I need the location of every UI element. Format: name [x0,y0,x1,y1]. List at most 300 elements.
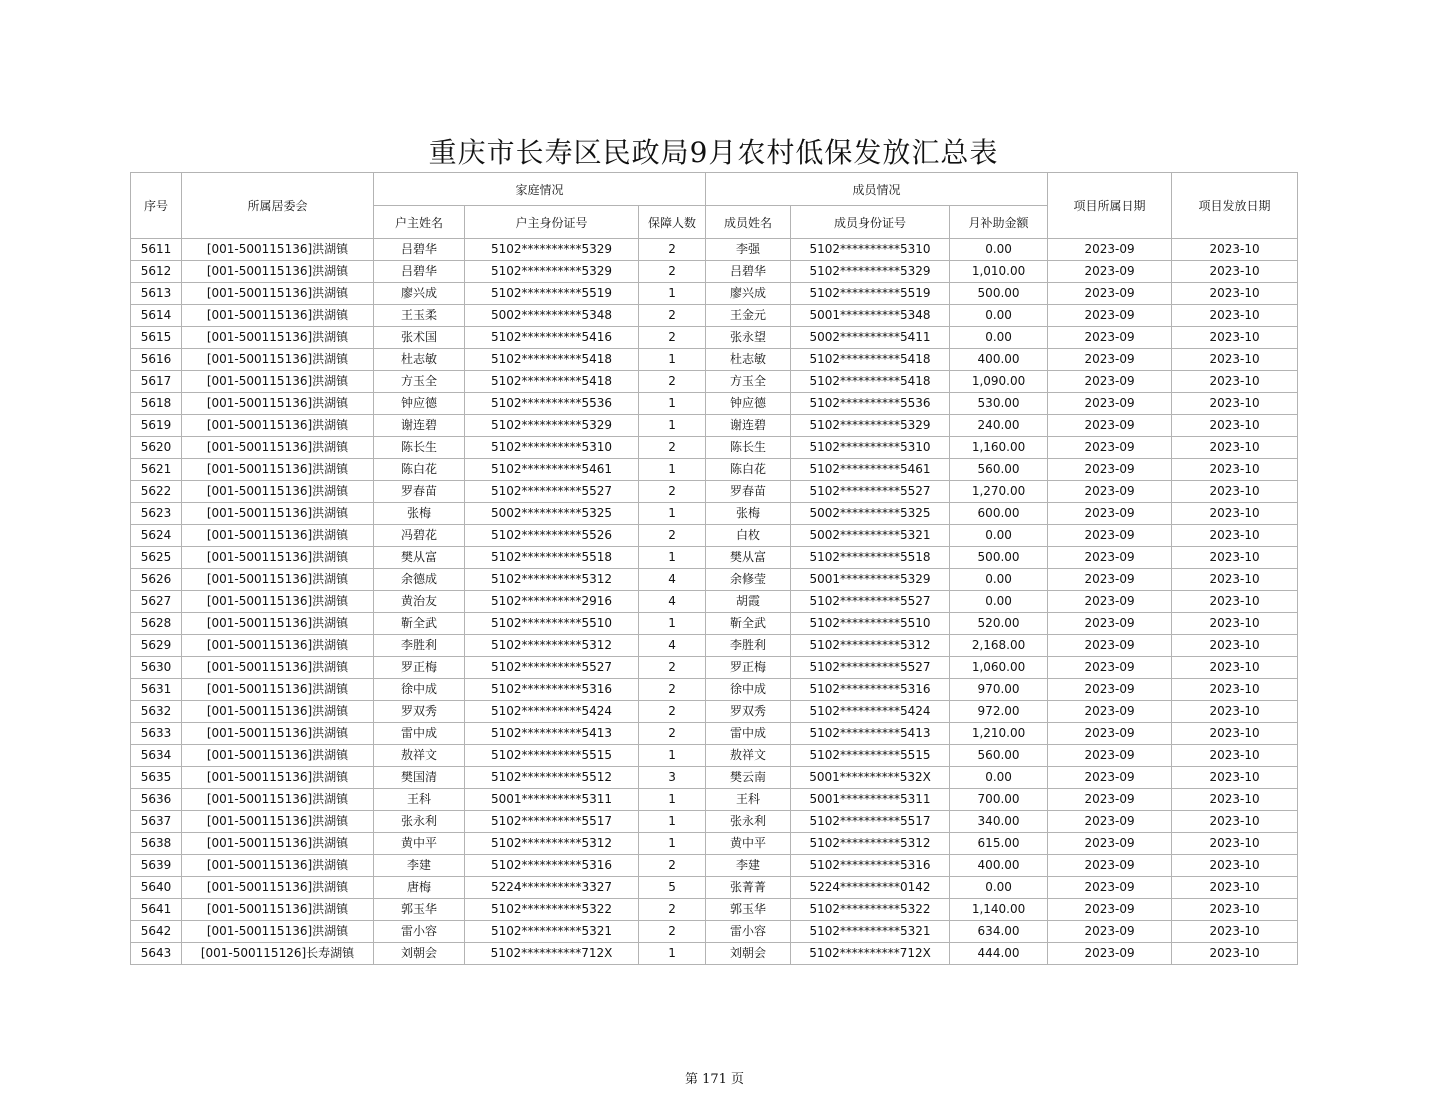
member-name-cell: 李强 [706,239,791,261]
covered-cell: 2 [639,723,706,745]
head-id-cell: 5102**********712X [465,943,639,965]
subsidy-cell: 0.00 [950,877,1048,899]
member-id-cell: 5102**********5316 [791,679,950,701]
head-id-cell: 5102**********5510 [465,613,639,635]
head-name-cell: 张术国 [374,327,465,349]
issue-date-cell: 2023-10 [1172,679,1298,701]
header-subsidy: 月补助金额 [950,206,1048,239]
subsidy-cell: 2,168.00 [950,635,1048,657]
project-date-cell: 2023-09 [1048,943,1172,965]
committee-cell: [001-500115136]洪湖镇 [182,261,374,283]
table-row [131,393,1298,415]
head-name-cell: 黄治友 [374,591,465,613]
covered-cell: 1 [639,547,706,569]
head-name-cell: 张梅 [374,503,465,525]
member-name-cell: 李胜利 [706,635,791,657]
project-date-cell: 2023-09 [1048,327,1172,349]
subsidy-cell: 1,010.00 [950,261,1048,283]
covered-cell: 2 [639,921,706,943]
project-date-cell: 2023-09 [1048,767,1172,789]
member-name-cell: 钟应德 [706,393,791,415]
issue-date-cell: 2023-10 [1172,415,1298,437]
committee-cell: [001-500115136]洪湖镇 [182,481,374,503]
member-name-cell: 王科 [706,789,791,811]
issue-date-cell: 2023-10 [1172,723,1298,745]
member-id-cell: 5102**********5515 [791,745,950,767]
issue-date-cell: 2023-10 [1172,503,1298,525]
header-family-group: 家庭情况 [374,173,706,206]
issue-date-cell: 2023-10 [1172,899,1298,921]
member-name-cell: 刘朝会 [706,943,791,965]
head-name-cell: 李胜利 [374,635,465,657]
member-name-cell: 白枚 [706,525,791,547]
issue-date-cell: 2023-10 [1172,877,1298,899]
committee-cell: [001-500115136]洪湖镇 [182,437,374,459]
subsidy-cell: 700.00 [950,789,1048,811]
covered-cell: 1 [639,789,706,811]
subsidy-cell: 500.00 [950,283,1048,305]
table-row [131,833,1298,855]
issue-date-cell: 2023-10 [1172,789,1298,811]
member-id-cell: 5001**********532X [791,767,950,789]
subsidy-cell: 1,270.00 [950,481,1048,503]
project-date-cell: 2023-09 [1048,459,1172,481]
head-id-cell: 5102**********5316 [465,679,639,701]
seq-cell: 5620 [131,437,182,459]
head-name-cell: 钟应德 [374,393,465,415]
seq-cell: 5623 [131,503,182,525]
project-date-cell: 2023-09 [1048,305,1172,327]
project-date-cell: 2023-09 [1048,701,1172,723]
member-name-cell: 郭玉华 [706,899,791,921]
member-name-cell: 雷中成 [706,723,791,745]
table-row [131,371,1298,393]
head-name-cell: 王玉柔 [374,305,465,327]
covered-cell: 1 [639,503,706,525]
head-id-cell: 5102**********5329 [465,261,639,283]
member-name-cell: 雷小容 [706,921,791,943]
issue-date-cell: 2023-10 [1172,547,1298,569]
issue-date-cell: 2023-10 [1172,393,1298,415]
subsidy-cell: 1,210.00 [950,723,1048,745]
issue-date-cell: 2023-10 [1172,459,1298,481]
head-name-cell: 罗春苗 [374,481,465,503]
member-name-cell: 杜志敏 [706,349,791,371]
seq-cell: 5626 [131,569,182,591]
header-issue-date: 项目发放日期 [1172,173,1298,239]
head-id-cell: 5102**********5322 [465,899,639,921]
table-row [131,437,1298,459]
head-id-cell: 5102**********5424 [465,701,639,723]
issue-date-cell: 2023-10 [1172,701,1298,723]
head-id-cell: 5102**********5418 [465,371,639,393]
table-row [131,701,1298,723]
member-id-cell: 5102**********5418 [791,349,950,371]
head-id-cell: 5102**********5536 [465,393,639,415]
head-id-cell: 5102**********5312 [465,569,639,591]
committee-cell: [001-500115136]洪湖镇 [182,767,374,789]
subsidy-cell: 1,140.00 [950,899,1048,921]
issue-date-cell: 2023-10 [1172,943,1298,965]
member-id-cell: 5102**********5312 [791,833,950,855]
seq-cell: 5643 [131,943,182,965]
seq-cell: 5614 [131,305,182,327]
issue-date-cell: 2023-10 [1172,239,1298,261]
subsidy-cell: 0.00 [950,767,1048,789]
issue-date-cell: 2023-10 [1172,349,1298,371]
subsidy-cell: 0.00 [950,327,1048,349]
committee-cell: [001-500115136]洪湖镇 [182,283,374,305]
relief-summary-table [130,172,1298,965]
table-row [131,613,1298,635]
head-id-cell: 5102**********5416 [465,327,639,349]
project-date-cell: 2023-09 [1048,855,1172,877]
table-row [131,745,1298,767]
head-name-cell: 靳全武 [374,613,465,635]
covered-cell: 4 [639,569,706,591]
member-name-cell: 张永利 [706,811,791,833]
project-date-cell: 2023-09 [1048,679,1172,701]
member-name-cell: 徐中成 [706,679,791,701]
committee-cell: [001-500115136]洪湖镇 [182,591,374,613]
head-id-cell: 5102**********5312 [465,635,639,657]
issue-date-cell: 2023-10 [1172,371,1298,393]
project-date-cell: 2023-09 [1048,393,1172,415]
project-date-cell: 2023-09 [1048,789,1172,811]
member-name-cell: 王金元 [706,305,791,327]
covered-cell: 1 [639,613,706,635]
head-id-cell: 5001**********5311 [465,789,639,811]
covered-cell: 5 [639,877,706,899]
subsidy-cell: 530.00 [950,393,1048,415]
head-id-cell: 5102**********5518 [465,547,639,569]
seq-cell: 5642 [131,921,182,943]
member-id-cell: 5102**********712X [791,943,950,965]
table-row [131,899,1298,921]
project-date-cell: 2023-09 [1048,833,1172,855]
head-id-cell: 5102**********5329 [465,239,639,261]
project-date-cell: 2023-09 [1048,877,1172,899]
subsidy-cell: 1,160.00 [950,437,1048,459]
member-id-cell: 5102**********5518 [791,547,950,569]
committee-cell: [001-500115136]洪湖镇 [182,657,374,679]
issue-date-cell: 2023-10 [1172,613,1298,635]
head-name-cell: 杜志敏 [374,349,465,371]
committee-cell: [001-500115136]洪湖镇 [182,305,374,327]
committee-cell: [001-500115126]长寿湖镇 [182,943,374,965]
member-id-cell: 5102**********5329 [791,261,950,283]
member-name-cell: 张梅 [706,503,791,525]
issue-date-cell: 2023-10 [1172,745,1298,767]
head-name-cell: 方玉全 [374,371,465,393]
project-date-cell: 2023-09 [1048,525,1172,547]
head-name-cell: 雷小容 [374,921,465,943]
issue-date-cell: 2023-10 [1172,811,1298,833]
committee-cell: [001-500115136]洪湖镇 [182,745,374,767]
member-id-cell: 5102**********5461 [791,459,950,481]
member-id-cell: 5002**********5411 [791,327,950,349]
member-name-cell: 方玉全 [706,371,791,393]
member-name-cell: 陈长生 [706,437,791,459]
seq-cell: 5639 [131,855,182,877]
seq-cell: 5625 [131,547,182,569]
covered-cell: 1 [639,943,706,965]
table-row [131,921,1298,943]
covered-cell: 2 [639,327,706,349]
table-row [131,459,1298,481]
subsidy-cell: 400.00 [950,349,1048,371]
issue-date-cell: 2023-10 [1172,657,1298,679]
member-id-cell: 5001**********5329 [791,569,950,591]
project-date-cell: 2023-09 [1048,899,1172,921]
table-row [131,503,1298,525]
issue-date-cell: 2023-10 [1172,833,1298,855]
subsidy-cell: 240.00 [950,415,1048,437]
seq-cell: 5631 [131,679,182,701]
member-id-cell: 5102**********5418 [791,371,950,393]
header-project-date: 项目所属日期 [1048,173,1172,239]
subsidy-cell: 560.00 [950,745,1048,767]
project-date-cell: 2023-09 [1048,745,1172,767]
member-id-cell: 5102**********5510 [791,613,950,635]
table-row [131,481,1298,503]
seq-cell: 5637 [131,811,182,833]
covered-cell: 2 [639,239,706,261]
committee-cell: [001-500115136]洪湖镇 [182,789,374,811]
table-row [131,525,1298,547]
table-row [131,679,1298,701]
committee-cell: [001-500115136]洪湖镇 [182,921,374,943]
covered-cell: 2 [639,371,706,393]
covered-cell: 2 [639,437,706,459]
member-id-cell: 5001**********5311 [791,789,950,811]
head-id-cell: 5102**********5515 [465,745,639,767]
member-name-cell: 胡霞 [706,591,791,613]
seq-cell: 5611 [131,239,182,261]
committee-cell: [001-500115136]洪湖镇 [182,855,374,877]
head-id-cell: 5002**********5348 [465,305,639,327]
header-head-name: 户主姓名 [374,206,465,239]
member-id-cell: 5224**********0142 [791,877,950,899]
seq-cell: 5618 [131,393,182,415]
committee-cell: [001-500115136]洪湖镇 [182,503,374,525]
issue-date-cell: 2023-10 [1172,481,1298,503]
head-id-cell: 5102**********5512 [465,767,639,789]
member-id-cell: 5102**********5519 [791,283,950,305]
project-date-cell: 2023-09 [1048,921,1172,943]
member-name-cell: 廖兴成 [706,283,791,305]
seq-cell: 5627 [131,591,182,613]
issue-date-cell: 2023-10 [1172,855,1298,877]
head-name-cell: 唐梅 [374,877,465,899]
project-date-cell: 2023-09 [1048,613,1172,635]
member-id-cell: 5002**********5325 [791,503,950,525]
table-row [131,349,1298,371]
header-head-id: 户主身份证号 [465,206,639,239]
table-row [131,327,1298,349]
seq-cell: 5628 [131,613,182,635]
table-row [131,657,1298,679]
member-id-cell: 5102**********5310 [791,437,950,459]
subsidy-cell: 444.00 [950,943,1048,965]
head-name-cell: 谢连碧 [374,415,465,437]
covered-cell: 2 [639,679,706,701]
covered-cell: 2 [639,525,706,547]
project-date-cell: 2023-09 [1048,635,1172,657]
issue-date-cell: 2023-10 [1172,921,1298,943]
head-name-cell: 刘朝会 [374,943,465,965]
head-id-cell: 5102**********5312 [465,833,639,855]
member-id-cell: 5102**********5424 [791,701,950,723]
head-name-cell: 徐中成 [374,679,465,701]
head-name-cell: 樊从富 [374,547,465,569]
committee-cell: [001-500115136]洪湖镇 [182,833,374,855]
subsidy-cell: 400.00 [950,855,1048,877]
covered-cell: 2 [639,855,706,877]
member-name-cell: 罗春苗 [706,481,791,503]
subsidy-cell: 0.00 [950,591,1048,613]
header-committee: 所属居委会 [182,173,374,239]
seq-cell: 5641 [131,899,182,921]
issue-date-cell: 2023-10 [1172,305,1298,327]
covered-cell: 1 [639,459,706,481]
table-row [131,767,1298,789]
head-name-cell: 廖兴成 [374,283,465,305]
head-id-cell: 5102**********5316 [465,855,639,877]
head-id-cell: 5102**********5527 [465,481,639,503]
project-date-cell: 2023-09 [1048,503,1172,525]
committee-cell: [001-500115136]洪湖镇 [182,679,374,701]
covered-cell: 2 [639,899,706,921]
covered-cell: 2 [639,701,706,723]
subsidy-cell: 0.00 [950,569,1048,591]
seq-cell: 5635 [131,767,182,789]
project-date-cell: 2023-09 [1048,811,1172,833]
head-name-cell: 雷中成 [374,723,465,745]
member-id-cell: 5102**********5527 [791,657,950,679]
member-id-cell: 5102**********5517 [791,811,950,833]
head-name-cell: 敖祥文 [374,745,465,767]
table-row [131,283,1298,305]
table-row [131,261,1298,283]
subsidy-cell: 500.00 [950,547,1048,569]
subsidy-cell: 972.00 [950,701,1048,723]
issue-date-cell: 2023-10 [1172,591,1298,613]
subsidy-cell: 0.00 [950,305,1048,327]
issue-date-cell: 2023-10 [1172,525,1298,547]
subsidy-cell: 600.00 [950,503,1048,525]
header-member-id: 成员身份证号 [791,206,950,239]
seq-cell: 5640 [131,877,182,899]
committee-cell: [001-500115136]洪湖镇 [182,239,374,261]
covered-cell: 1 [639,745,706,767]
committee-cell: [001-500115136]洪湖镇 [182,723,374,745]
table-row [131,635,1298,657]
table-row [131,877,1298,899]
page-title: 重庆市长寿区民政局9月农村低保发放汇总表 [428,136,999,169]
head-id-cell: 5102**********5519 [465,283,639,305]
header-member-name: 成员姓名 [706,206,791,239]
page-number: 第 171 页 [684,1072,745,1087]
member-id-cell: 5102**********5413 [791,723,950,745]
table-row [131,569,1298,591]
committee-cell: [001-500115136]洪湖镇 [182,327,374,349]
head-id-cell: 5102**********5526 [465,525,639,547]
head-name-cell: 余德成 [374,569,465,591]
table-row [131,415,1298,437]
head-name-cell: 罗双秀 [374,701,465,723]
head-name-cell: 黄中平 [374,833,465,855]
seq-cell: 5633 [131,723,182,745]
head-name-cell: 郭玉华 [374,899,465,921]
issue-date-cell: 2023-10 [1172,569,1298,591]
member-id-cell: 5102**********5322 [791,899,950,921]
committee-cell: [001-500115136]洪湖镇 [182,701,374,723]
committee-cell: [001-500115136]洪湖镇 [182,811,374,833]
project-date-cell: 2023-09 [1048,547,1172,569]
project-date-cell: 2023-09 [1048,437,1172,459]
head-id-cell: 5102**********5413 [465,723,639,745]
head-name-cell: 张永利 [374,811,465,833]
seq-cell: 5617 [131,371,182,393]
covered-cell: 2 [639,481,706,503]
committee-cell: [001-500115136]洪湖镇 [182,525,374,547]
committee-cell: [001-500115136]洪湖镇 [182,393,374,415]
issue-date-cell: 2023-10 [1172,635,1298,657]
head-name-cell: 吕碧华 [374,239,465,261]
head-id-cell: 5002**********5325 [465,503,639,525]
covered-cell: 1 [639,393,706,415]
member-name-cell: 张菁菁 [706,877,791,899]
project-date-cell: 2023-09 [1048,569,1172,591]
head-id-cell: 5102**********2916 [465,591,639,613]
subsidy-cell: 970.00 [950,679,1048,701]
head-id-cell: 5102**********5517 [465,811,639,833]
committee-cell: [001-500115136]洪湖镇 [182,635,374,657]
table-row [131,789,1298,811]
head-id-cell: 5102**********5321 [465,921,639,943]
covered-cell: 4 [639,635,706,657]
head-name-cell: 冯碧花 [374,525,465,547]
committee-cell: [001-500115136]洪湖镇 [182,459,374,481]
table-row [131,811,1298,833]
head-name-cell: 罗正梅 [374,657,465,679]
head-name-cell: 王科 [374,789,465,811]
table-row [131,547,1298,569]
subsidy-cell: 1,090.00 [950,371,1048,393]
seq-cell: 5619 [131,415,182,437]
member-id-cell: 5102**********5329 [791,415,950,437]
table-row [131,239,1298,261]
head-id-cell: 5102**********5329 [465,415,639,437]
subsidy-cell: 340.00 [950,811,1048,833]
member-name-cell: 张永望 [706,327,791,349]
covered-cell: 1 [639,833,706,855]
head-id-cell: 5102**********5461 [465,459,639,481]
member-id-cell: 5001**********5348 [791,305,950,327]
project-date-cell: 2023-09 [1048,349,1172,371]
seq-cell: 5624 [131,525,182,547]
subsidy-cell: 634.00 [950,921,1048,943]
project-date-cell: 2023-09 [1048,239,1172,261]
covered-cell: 2 [639,261,706,283]
issue-date-cell: 2023-10 [1172,327,1298,349]
seq-cell: 5630 [131,657,182,679]
member-name-cell: 敖祥文 [706,745,791,767]
member-id-cell: 5102**********5527 [791,481,950,503]
head-id-cell: 5102**********5310 [465,437,639,459]
issue-date-cell: 2023-10 [1172,283,1298,305]
